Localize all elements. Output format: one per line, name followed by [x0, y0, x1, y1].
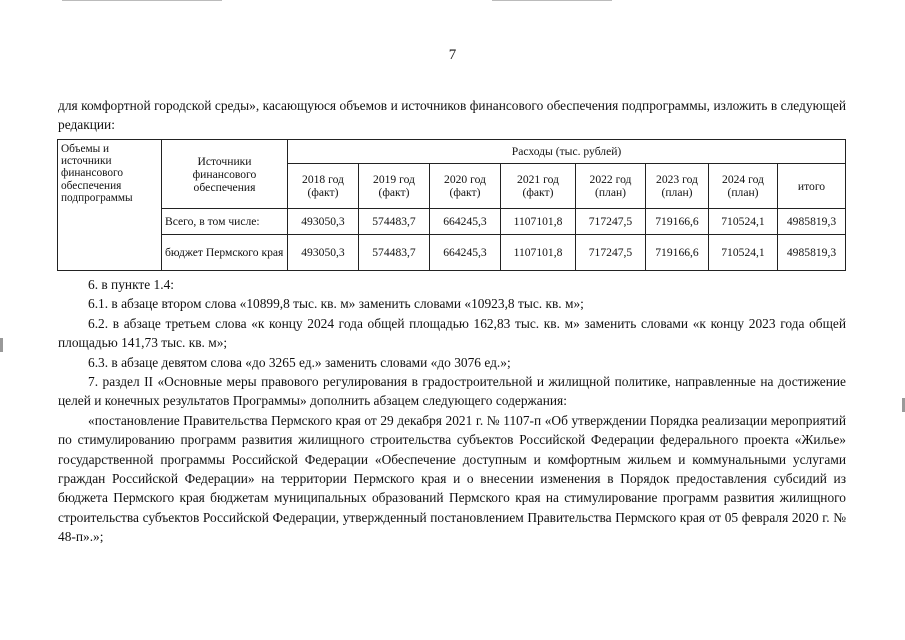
row-source-label: Всего, в том числе:	[162, 209, 288, 235]
year-header-2022: 2022 год (план)	[576, 164, 646, 209]
paragraph-6-3: 6.3. в абзаце девятом слова «до 3265 ед.» заменить словами «до 3076 ед.»;	[88, 354, 511, 370]
year-header-2020: 2020 год (факт)	[430, 164, 501, 209]
row-source-label: бюджет Пермского края	[162, 235, 288, 271]
cell-value: 4985819,3	[778, 209, 846, 235]
cell-value: 4985819,3	[778, 235, 846, 271]
paragraph-6: 6. в пункте 1.4:	[88, 277, 175, 292]
table-row-total	[58, 209, 846, 235]
objects-header-cell: Объемы и источники финансового обеспечения подпрограммы	[58, 140, 162, 271]
cell-value: 493050,3	[288, 209, 359, 235]
cell-value: 664245,3	[430, 235, 501, 271]
paragraph-6-1: 6.1. в абзаце втором слова «10899,8 тыс. кв. м» заменить словами «10923,8 тыс. кв. м»;	[88, 296, 584, 312]
intro-paragraph: для комфортной городской среды», касающуюся объемов и источников финансового обеспечения подпрограммы, изложить в следующей редакции:	[58, 98, 846, 132]
year-header-2021: 2021 год (факт)	[501, 164, 576, 209]
scan-edge-line-right	[492, 0, 612, 1]
scan-edge-line-left	[62, 0, 222, 1]
cell-value: 574483,7	[359, 235, 430, 271]
cell-value: 1107101,8	[501, 235, 576, 271]
year-header-2023: 2023 год (план)	[646, 164, 709, 209]
cell-value: 710524,1	[709, 235, 778, 271]
cell-value: 493050,3	[288, 235, 359, 271]
cell-value: 1107101,8	[501, 209, 576, 235]
total-header: итого	[778, 164, 846, 209]
paragraph-resolution-quote: «постановление Правительства Пермского края от 29 декабря 2021 г. № 1107-п «Об утверждении Порядка реализации мероприятий по стимулированию программ развития жилищного строительства субъектов Российской Федерации федерального проекта «Жилье» государственной программы Российской Федерации «Обеспечение доступным и комфортным жильем и коммунальными услугами граждан Российской Федерации» на территории Пермского края и о внесении изменения в Порядок предоставления субсидий из бюджета Пермского края бюджетам муниципальных образований Пермского края на стимулирование программ развития жилищного строительства субъектов Российской Федерации, утвержденный постановлением Правительства Пермского края от 05 февраля 2020 г. № 48-п».»;	[58, 412, 846, 545]
cell-value: 664245,3	[430, 209, 501, 235]
cell-value: 574483,7	[359, 209, 430, 235]
body-text	[58, 275, 846, 547]
sources-header-cell: Источники финансового обеспечения	[162, 140, 288, 209]
year-header-2024: 2024 год (план)	[709, 164, 778, 209]
scan-edge-mark-left	[0, 338, 3, 352]
cell-value: 717247,5	[576, 235, 646, 271]
cell-value: 719166,6	[646, 235, 709, 271]
financing-table	[57, 139, 846, 271]
paragraph-6-2: 6.2. в абзаце третьем слова «к концу 2024 года общей площадью 162,83 тыс. кв. м» заменить словами «к концу 2023 года общей площадью 141,73 тыс. кв. м»;	[58, 315, 846, 351]
table-row-regional-budget	[58, 235, 846, 271]
paragraph-7: 7. раздел II «Основные меры правового регулирования в градостроительной и жилищной политике, направленные на достижение целей и конечных результатов Программы» дополнить абзацем следующего содержания:	[58, 374, 846, 409]
cell-value: 719166,6	[646, 209, 709, 235]
page-number: 7	[448, 47, 457, 63]
year-header-2018: 2018 год (факт)	[288, 164, 359, 209]
expenses-header-cell: Расходы (тыс. рублей)	[288, 140, 846, 164]
year-header-2019: 2019 год (факт)	[359, 164, 430, 209]
cell-value: 717247,5	[576, 209, 646, 235]
cell-value: 710524,1	[709, 209, 778, 235]
